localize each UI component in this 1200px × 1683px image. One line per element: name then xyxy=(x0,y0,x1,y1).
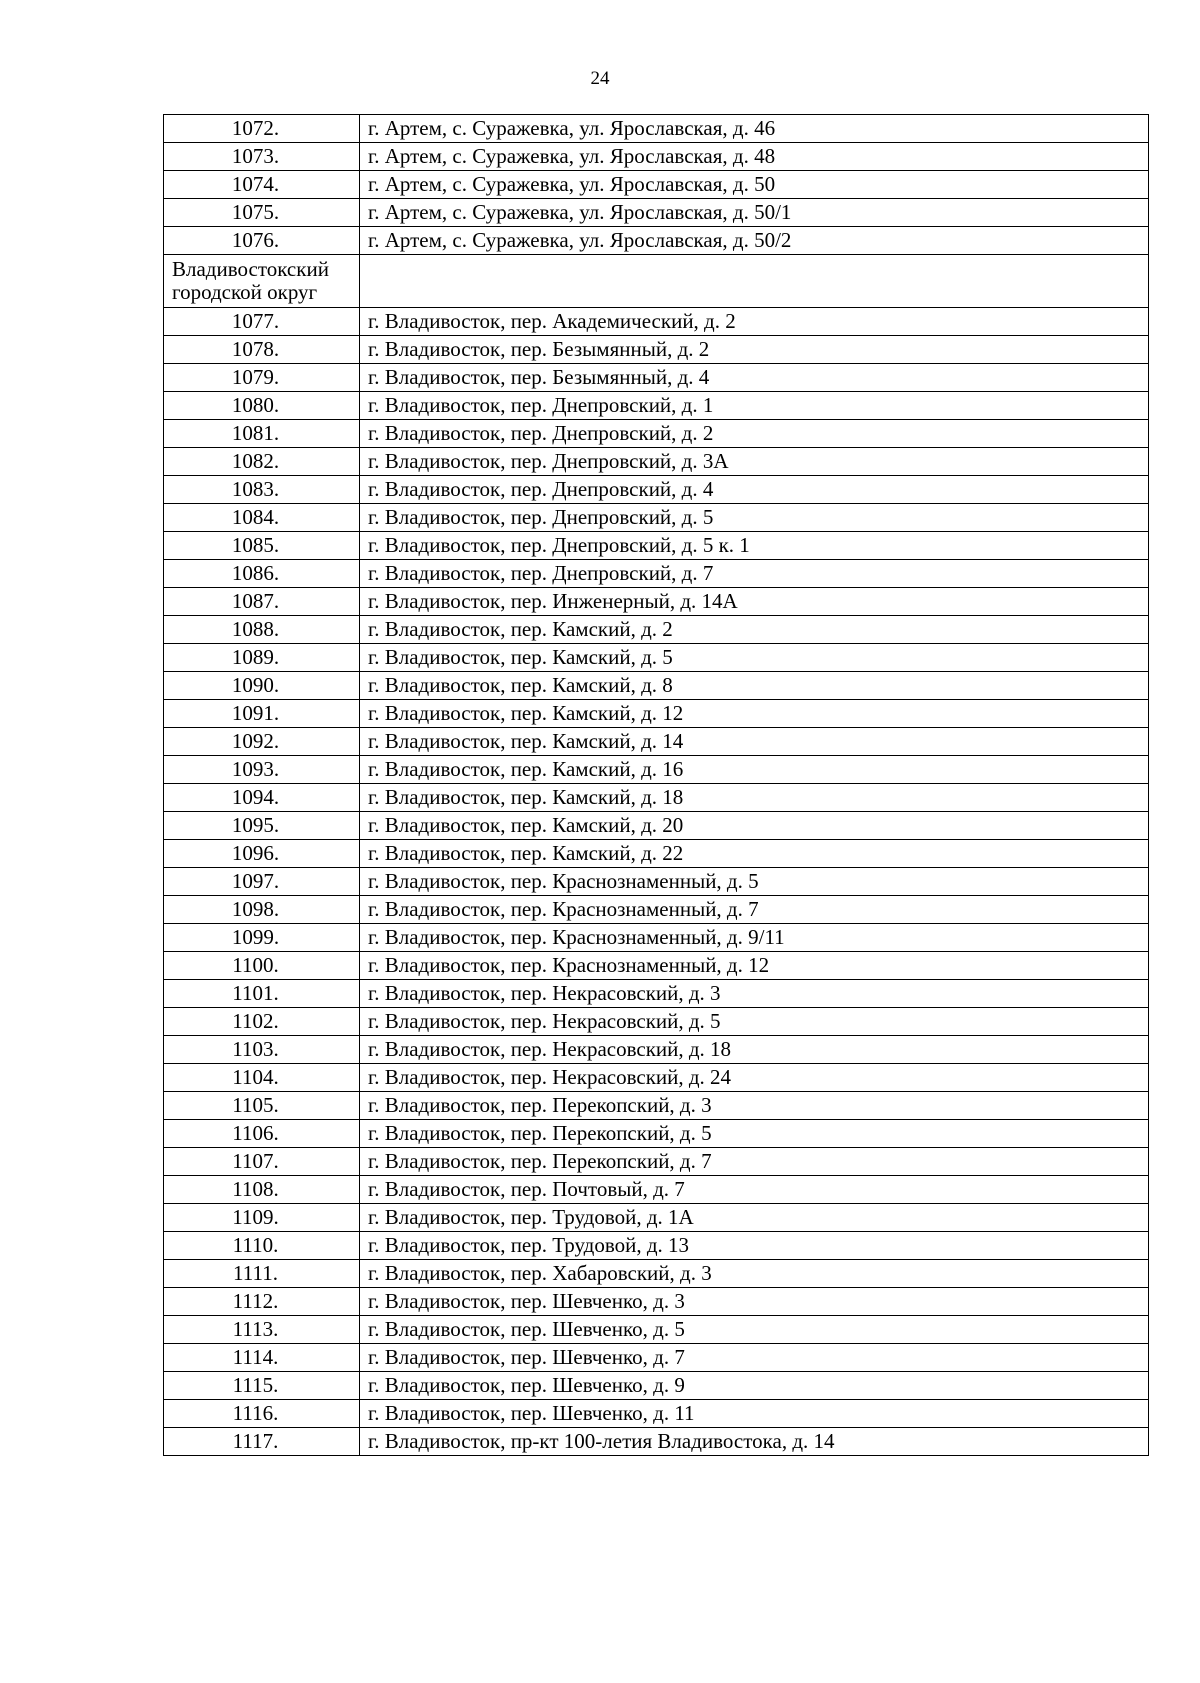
address-cell: г. Владивосток, пер. Безымянный, д. 4 xyxy=(360,364,1149,392)
table-row xyxy=(164,308,1149,336)
row-number-cell: 1099. xyxy=(164,924,360,952)
address-cell: г. Владивосток, пер. Шевченко, д. 7 xyxy=(360,1344,1149,1372)
address-cell: г. Владивосток, пер. Краснознаменный, д. 7 xyxy=(360,896,1149,924)
address-cell: г. Артем, с. Суражевка, ул. Ярославская, д. 48 xyxy=(360,143,1149,171)
row-number-cell: 1084. xyxy=(164,504,360,532)
address-cell: г. Владивосток, пер. Днепровский, д. 5 xyxy=(360,504,1149,532)
row-number-cell: 1089. xyxy=(164,644,360,672)
row-number-cell: 1103. xyxy=(164,1036,360,1064)
address-cell: г. Артем, с. Суражевка, ул. Ярославская, д. 50/1 xyxy=(360,199,1149,227)
address-cell: г. Владивосток, пер. Академический, д. 2 xyxy=(360,308,1149,336)
table-row xyxy=(164,784,1149,812)
row-number-cell: 1079. xyxy=(164,364,360,392)
table-row xyxy=(164,448,1149,476)
address-cell: г. Владивосток, пер. Некрасовский, д. 18 xyxy=(360,1036,1149,1064)
table-row xyxy=(164,171,1149,199)
address-cell: г. Владивосток, пер. Камский, д. 5 xyxy=(360,644,1149,672)
address-cell: г. Владивосток, пер. Шевченко, д. 5 xyxy=(360,1316,1149,1344)
row-number-cell: 1072. xyxy=(164,115,360,143)
address-cell: г. Владивосток, пер. Днепровский, д. 3А xyxy=(360,448,1149,476)
table-row xyxy=(164,672,1149,700)
table-row xyxy=(164,1120,1149,1148)
address-cell: г. Владивосток, пер. Трудовой, д. 13 xyxy=(360,1232,1149,1260)
row-number-cell: 1088. xyxy=(164,616,360,644)
address-cell: г. Владивосток, пер. Некрасовский, д. 24 xyxy=(360,1064,1149,1092)
row-number-cell: 1077. xyxy=(164,308,360,336)
row-number-cell: 1081. xyxy=(164,420,360,448)
row-number-cell: 1094. xyxy=(164,784,360,812)
address-cell: г. Владивосток, пер. Днепровский, д. 1 xyxy=(360,392,1149,420)
row-number-cell: 1102. xyxy=(164,1008,360,1036)
row-number-cell: 1091. xyxy=(164,700,360,728)
address-cell: г. Владивосток, пер. Краснознаменный, д. 12 xyxy=(360,952,1149,980)
row-number-cell: 1097. xyxy=(164,868,360,896)
table-row xyxy=(164,700,1149,728)
table-row xyxy=(164,1400,1149,1428)
row-number-cell: 1095. xyxy=(164,812,360,840)
table-row xyxy=(164,1148,1149,1176)
table-row xyxy=(164,364,1149,392)
row-number-cell: 1073. xyxy=(164,143,360,171)
row-number-cell: 1090. xyxy=(164,672,360,700)
row-number-cell: 1104. xyxy=(164,1064,360,1092)
row-number-cell: 1106. xyxy=(164,1120,360,1148)
table-row xyxy=(164,392,1149,420)
table-row xyxy=(164,1204,1149,1232)
table-row xyxy=(164,1372,1149,1400)
table-row xyxy=(164,952,1149,980)
table-row xyxy=(164,1316,1149,1344)
table-row xyxy=(164,1092,1149,1120)
row-number-cell: 1105. xyxy=(164,1092,360,1120)
address-cell: г. Артем, с. Суражевка, ул. Ярославская, д. 50 xyxy=(360,171,1149,199)
table-row xyxy=(164,227,1149,255)
address-cell: г. Артем, с. Суражевка, ул. Ярославская, д. 46 xyxy=(360,115,1149,143)
address-cell: г. Владивосток, пер. Камский, д. 8 xyxy=(360,672,1149,700)
address-cell: г. Владивосток, пер. Шевченко, д. 3 xyxy=(360,1288,1149,1316)
row-number-cell: 1076. xyxy=(164,227,360,255)
address-cell: г. Владивосток, пер. Некрасовский, д. 3 xyxy=(360,980,1149,1008)
address-cell: г. Владивосток, пер. Почтовый, д. 7 xyxy=(360,1176,1149,1204)
address-cell: г. Владивосток, пер. Камский, д. 20 xyxy=(360,812,1149,840)
address-cell: г. Владивосток, пер. Некрасовский, д. 5 xyxy=(360,1008,1149,1036)
address-cell: г. Владивосток, пер. Камский, д. 16 xyxy=(360,756,1149,784)
address-cell: г. Владивосток, пер. Днепровский, д. 2 xyxy=(360,420,1149,448)
row-number-cell: 1080. xyxy=(164,392,360,420)
row-number-cell: 1113. xyxy=(164,1316,360,1344)
address-cell: г. Владивосток, пер. Камский, д. 2 xyxy=(360,616,1149,644)
table-row xyxy=(164,476,1149,504)
address-cell: г. Владивосток, пер. Перекопский, д. 7 xyxy=(360,1148,1149,1176)
row-number-cell: 1111. xyxy=(164,1260,360,1288)
table-row xyxy=(164,728,1149,756)
row-number-cell: 1074. xyxy=(164,171,360,199)
row-number-cell: 1110. xyxy=(164,1232,360,1260)
table-row xyxy=(164,1428,1149,1456)
address-cell: г. Владивосток, пер. Шевченко, д. 11 xyxy=(360,1400,1149,1428)
address-cell: г. Владивосток, пер. Днепровский, д. 5 к. 1 xyxy=(360,532,1149,560)
table-row xyxy=(164,756,1149,784)
row-number-cell: 1078. xyxy=(164,336,360,364)
row-number-cell: 1112. xyxy=(164,1288,360,1316)
row-number-cell: 1114. xyxy=(164,1344,360,1372)
address-cell: г. Владивосток, пер. Днепровский, д. 7 xyxy=(360,560,1149,588)
address-cell: г. Владивосток, пер. Хабаровский, д. 3 xyxy=(360,1260,1149,1288)
row-number-cell: 1109. xyxy=(164,1204,360,1232)
section-row xyxy=(164,255,1149,308)
table-row xyxy=(164,115,1149,143)
row-number-cell: 1075. xyxy=(164,199,360,227)
address-table-body xyxy=(164,115,1149,1456)
table-row xyxy=(164,420,1149,448)
address-cell: г. Владивосток, пер. Камский, д. 14 xyxy=(360,728,1149,756)
row-number-cell: 1092. xyxy=(164,728,360,756)
row-number-cell: 1116. xyxy=(164,1400,360,1428)
address-cell: г. Владивосток, пер. Шевченко, д. 9 xyxy=(360,1372,1149,1400)
address-cell: г. Владивосток, пер. Перекопский, д. 3 xyxy=(360,1092,1149,1120)
row-number-cell: 1082. xyxy=(164,448,360,476)
table-row xyxy=(164,1008,1149,1036)
table-row xyxy=(164,143,1149,171)
row-number-cell: 1107. xyxy=(164,1148,360,1176)
address-cell: г. Владивосток, пер. Краснознаменный, д. 9/11 xyxy=(360,924,1149,952)
row-number-cell: 1083. xyxy=(164,476,360,504)
table-row xyxy=(164,1036,1149,1064)
section-empty-cell xyxy=(360,255,1149,308)
table-row xyxy=(164,532,1149,560)
address-cell: г. Владивосток, пер. Трудовой, д. 1А xyxy=(360,1204,1149,1232)
table-row xyxy=(164,560,1149,588)
address-cell: г. Владивосток, пер. Инженерный, д. 14А xyxy=(360,588,1149,616)
table-row xyxy=(164,924,1149,952)
table-row xyxy=(164,1260,1149,1288)
row-number-cell: 1115. xyxy=(164,1372,360,1400)
table-row xyxy=(164,616,1149,644)
table-row xyxy=(164,1232,1149,1260)
table-row xyxy=(164,980,1149,1008)
address-cell: г. Владивосток, пер. Камский, д. 22 xyxy=(360,840,1149,868)
section-name-cell: Владивостокский городской округ xyxy=(164,255,360,308)
row-number-cell: 1100. xyxy=(164,952,360,980)
table-row xyxy=(164,199,1149,227)
row-number-cell: 1085. xyxy=(164,532,360,560)
table-row xyxy=(164,1288,1149,1316)
row-number-cell: 1086. xyxy=(164,560,360,588)
address-cell: г. Владивосток, пер. Камский, д. 12 xyxy=(360,700,1149,728)
row-number-cell: 1117. xyxy=(164,1428,360,1456)
address-cell: г. Владивосток, пр-кт 100-летия Владивостока, д. 14 xyxy=(360,1428,1149,1456)
table-row xyxy=(164,644,1149,672)
row-number-cell: 1101. xyxy=(164,980,360,1008)
address-cell: г. Владивосток, пер. Днепровский, д. 4 xyxy=(360,476,1149,504)
address-table xyxy=(163,114,1149,1456)
row-number-cell: 1108. xyxy=(164,1176,360,1204)
address-cell: г. Владивосток, пер. Камский, д. 18 xyxy=(360,784,1149,812)
table-row xyxy=(164,1176,1149,1204)
row-number-cell: 1098. xyxy=(164,896,360,924)
table-row xyxy=(164,896,1149,924)
table-row xyxy=(164,588,1149,616)
table-row xyxy=(164,840,1149,868)
table-row xyxy=(164,504,1149,532)
page-number: 24 xyxy=(590,68,610,89)
table-row xyxy=(164,336,1149,364)
address-cell: г. Владивосток, пер. Безымянный, д. 2 xyxy=(360,336,1149,364)
table-row xyxy=(164,1344,1149,1372)
table-row xyxy=(164,1064,1149,1092)
address-cell: г. Владивосток, пер. Перекопский, д. 5 xyxy=(360,1120,1149,1148)
table-row xyxy=(164,868,1149,896)
table-row xyxy=(164,812,1149,840)
row-number-cell: 1087. xyxy=(164,588,360,616)
address-cell: г. Артем, с. Суражевка, ул. Ярославская, д. 50/2 xyxy=(360,227,1149,255)
row-number-cell: 1093. xyxy=(164,756,360,784)
row-number-cell: 1096. xyxy=(164,840,360,868)
address-cell: г. Владивосток, пер. Краснознаменный, д. 5 xyxy=(360,868,1149,896)
